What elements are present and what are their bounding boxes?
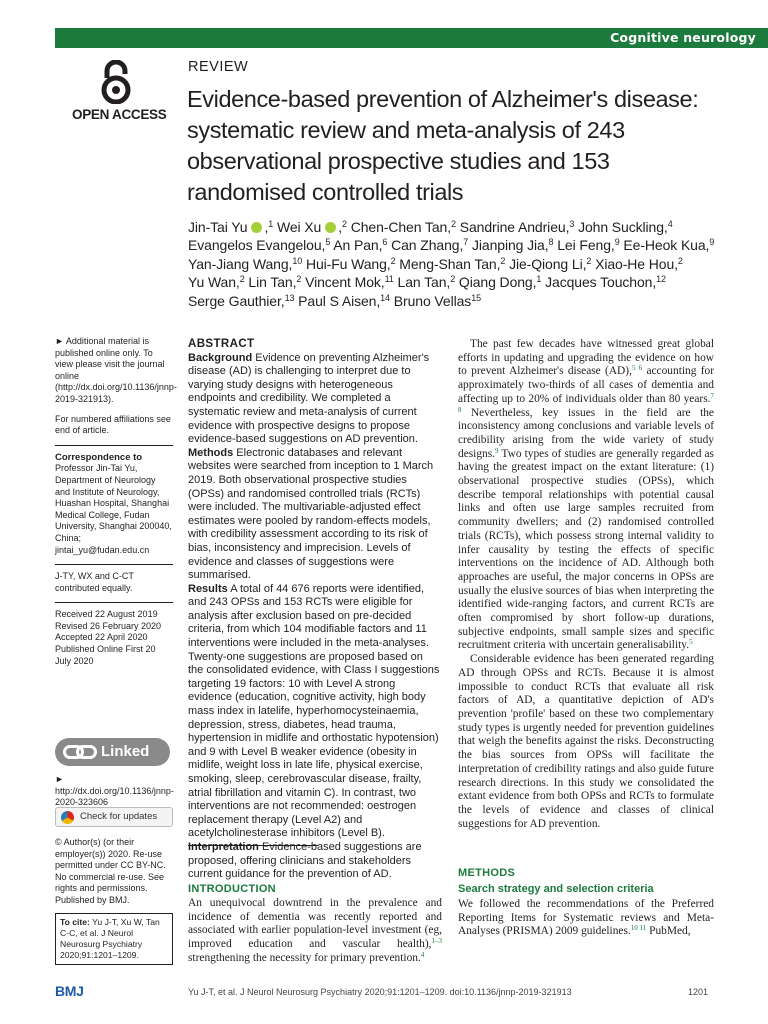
affiliation-ref: 1 <box>536 274 542 285</box>
check-for-updates-button[interactable] <box>55 807 173 827</box>
author-line <box>188 273 718 291</box>
affiliation-ref: 3 <box>569 219 575 229</box>
author-name[interactable]: Yan-Jiang Wang, <box>188 255 293 272</box>
body-text: strengthening the necessity for primary prevention. <box>188 951 421 964</box>
article-type: REVIEW <box>188 59 249 75</box>
affiliation-ref: 9 <box>614 237 620 248</box>
linked-badge[interactable] <box>55 738 170 766</box>
author-name[interactable]: Evangelos Evangelou, <box>188 237 326 254</box>
article-sidebar <box>55 336 177 667</box>
methods-heading: METHODS <box>458 867 516 879</box>
author-name[interactable]: Vincent Mok, <box>305 274 385 291</box>
body-text: The past few decades have witnessed great global efforts in updating and upgrading the evidence on how to prevent Alzheimer's disease (AD), <box>458 338 714 378</box>
author-line <box>188 255 718 273</box>
author-name[interactable]: Lan Tan, <box>397 274 451 291</box>
revised-date: Revised 26 February 2020 <box>55 620 162 631</box>
affiliation-ref: 5 <box>325 237 331 248</box>
body-text: accounting for approximately two-thirds of all cases of dementia and affecting up to 20% of individuals older than 80 years. <box>458 365 714 405</box>
linked-doi-link[interactable]: ► http://dx.doi.org/10.1136/jnnp-2020-323606 <box>55 774 174 808</box>
abstract-label: Background <box>188 351 253 364</box>
body-text: We followed the recommendations of the Preferred Reporting Items for Systematic reviews and Meta-Analyses (PRISMA) 2009 guidelines. <box>458 898 714 938</box>
author-name[interactable]: Jianping Jia, <box>471 237 549 254</box>
affiliations-note: For numbered affiliations see end of article. <box>55 413 171 436</box>
affiliation-ref: 9 <box>709 237 715 248</box>
correspondence-label: Correspondence to <box>55 451 143 463</box>
abstract-label: Interpretation <box>188 840 259 853</box>
affiliation-ref: 6 <box>382 237 388 248</box>
divider <box>55 445 173 446</box>
body-text: Two types of studies are generally regarded as having the greatest impact on the extant literature: (1) observational prospective studies (OPSs), which describe temporal relationships with potential causal links and often use large samples recruited from community dwellers; and (2) randomised controlled trials (RCTs), which possess strong internal validity to infer causality by testing the effects of specific interventions on the incidence of AD. Although both approaches are useful, the major concerns in OPSs are usually the elusive sources of bias when interpreting the identified wide-ranging factors, and current RCTs are often compromised by short follow-up durations, subjective endpoints, small sample sizes and specific recruitment criteria with uncertain generalisability. <box>458 447 714 652</box>
abstract <box>188 338 440 882</box>
affiliation-ref: 4 <box>667 219 673 229</box>
supplementary-note[interactable]: ► Additional material is published online only. To view please visit the journal online (http://dx.doi.org/10.1136/jnnp-2019-321913). <box>55 336 177 404</box>
search-strategy-heading: Search strategy and selection criteria <box>458 883 654 895</box>
author-name[interactable]: Lei Feng, <box>557 237 615 254</box>
abstract-heading: ABSTRACT <box>188 338 255 350</box>
affiliation-ref: 11 <box>384 274 394 285</box>
article-title: Evidence-based prevention of Alzheimer's disease: systematic review and meta-analysis of 243 observational prospective studies and 153 randomised controlled trials <box>187 86 699 205</box>
section-bar <box>55 28 768 48</box>
author-name[interactable]: Jacques Touchon, <box>545 274 657 291</box>
abstract-label: Methods <box>188 446 234 459</box>
orcid-icon[interactable] <box>325 222 336 233</box>
reference-link[interactable]: 4 <box>420 950 425 959</box>
author-name[interactable]: Jie-Qiong Li, <box>509 255 587 272</box>
affiliation-ref: 13 <box>284 292 295 303</box>
affiliation-ref: 2 <box>586 255 592 266</box>
author-name[interactable]: Lin Tan, <box>248 274 297 291</box>
author-name[interactable]: John Suckling, <box>578 219 668 235</box>
affiliation-ref: 2 <box>677 255 683 266</box>
abstract-interpretation <box>188 841 440 882</box>
author-name[interactable]: Qiang Dong, <box>458 274 537 291</box>
orcid-icon[interactable] <box>251 222 262 233</box>
author-name[interactable]: Meng-Shan Tan, <box>399 255 501 272</box>
abstract-divider <box>188 845 318 846</box>
author-name[interactable]: Hui-Fu Wang, <box>305 255 391 272</box>
section-label: Cognitive neurology <box>610 30 756 45</box>
author-name[interactable]: Serge Gauthier, <box>188 292 285 309</box>
affiliation-ref: 2 <box>296 274 302 285</box>
affiliation-ref: 2 <box>450 274 456 285</box>
cite-volume: 2020;91:1201–1209. <box>60 950 139 960</box>
affiliation-ref: 15 <box>471 292 481 303</box>
affiliation-ref: 8 <box>548 237 554 248</box>
open-access-logo <box>72 60 167 126</box>
affiliation-ref: 12 <box>656 274 666 285</box>
abstract-text: Evidence-based suggestions are proposed, offering clinicians and stakeholders current guidance for the prevention of AD. <box>188 840 422 881</box>
affiliation-ref: 7 <box>463 237 469 248</box>
author-name[interactable]: Jin-Tai Yu <box>188 219 248 235</box>
reference-link[interactable]: 5 6 <box>631 364 643 373</box>
received-date: Received 22 August 2019 <box>55 609 158 620</box>
body-text: Nevertheless, key issues in the field are the inconsistency among conclusions and variable levels of credibility arising from the wide variety of study designs. <box>458 406 714 460</box>
published-date: Published Online First 20 July 2020 <box>55 644 156 666</box>
introduction-paragraph <box>188 897 442 966</box>
author-name[interactable]: Sandrine Andrieu, <box>459 219 570 235</box>
cite-label: To cite: <box>60 917 90 927</box>
author-name[interactable]: Wei Xu <box>276 219 322 235</box>
footer-citation: Yu J-T, et al. J Neurol Neurosurg Psychiatry 2020;91:1201–1209. doi:10.1136/jnnp-2019-321913 <box>188 987 572 997</box>
abstract-background <box>188 352 440 447</box>
author-name[interactable]: Xiao-He Hou, <box>595 255 678 272</box>
copyright-notice: © Author(s) (or their employer(s)) 2020. Re-use permitted under CC BY-NC. No commercial re-use. See rights and permissions. Published by BMJ. <box>55 837 166 905</box>
affiliation-ref: 10 <box>292 255 303 266</box>
cite-box <box>55 913 173 965</box>
right-column-text <box>458 338 714 831</box>
abstract-text: Evidence on preventing Alzheimer's disease (AD) is challenging to interpret due to varying study designs with heterogeneous endpoints and credibility. We completed a systematic review and meta-analysis of current evidence with prospective designs to propose evidence-based suggestions on AD prevention. <box>188 351 430 446</box>
author-list <box>188 218 718 310</box>
reference-link[interactable]: 5 <box>689 638 693 647</box>
body-text: PubMed, <box>646 925 691 938</box>
affiliation-ref: 2 <box>239 274 245 285</box>
affiliation-ref: 2 <box>390 255 396 266</box>
reference-link[interactable]: 1–3 <box>431 937 442 946</box>
abstract-results <box>188 583 440 841</box>
author-name[interactable]: An Pan, <box>333 237 383 254</box>
divider <box>55 602 173 603</box>
page-number: 1201 <box>688 987 709 997</box>
affiliation-ref: 2 <box>451 219 456 229</box>
reference-link[interactable]: 7 8 <box>458 391 714 414</box>
author-name[interactable]: Ee-Heok Kua, <box>623 237 710 254</box>
bmj-logo: BMJ <box>55 983 84 999</box>
author-name[interactable]: Yu Wan, <box>188 274 240 291</box>
accepted-date: Accepted 22 April 2020 <box>55 632 148 643</box>
linked-label: Linked <box>101 743 150 760</box>
author-line: Jin-Tai Yu ,$^1$ Wei Xu ,$^2$ Chen-Chen Tan,$^2$ Sandrine Andrieu,$^3$ John Suckling,$^4$ <box>188 219 673 235</box>
affiliation-ref: 14 <box>380 292 390 303</box>
abstract-text: A total of 44 676 reports were identified, and 243 OPSs and 153 RCTs were eligible for analysis after exclusion based on pre-decided criteria, from which 104 modifiable factors and 11 interventions were included in the meta-analyses. Twenty-one suggestions are proposed based on the consolidated evidence, with Class I suggestions targeting 19 factors: 10 with Level A strong evidence (education, cognitive activity, high body mass index in latelife, hyperhomocysteinaemia, depression, stress, diabetes, head trauma, hypertension in midlife and orthostatic hypotension) and 9 with Level B weaker evidence (obesity in midlife, weight loss in late life, physical exercise, smoking, sleep, cerebrovascular disease, frailty, atrial fibrillation and vitamin C). In contrast, two interventions are not recommended: oestrogen replacement therapy (Level A2) and acetylcholinesterase inhibitors (Level B). <box>188 582 440 840</box>
abstract-methods <box>188 447 440 583</box>
author-name[interactable]: Chen-Chen Tan, <box>350 219 452 235</box>
abstract-text: Electronic databases and relevant websites were searched from inception to 1 March 2019. Both observational prospective studies (OPSs) and randomised controlled trials (RCTs) were included. The multivariable-adjusted effect estimates were pooled by random-effects models, with credibility assessment according to its risk of bias, inconsistency and imprecision. Levels of evidence and classes of suggestions were summarised. <box>188 446 434 582</box>
body-paragraph <box>458 338 714 653</box>
author-name[interactable]: Paul S Aisen, <box>298 292 381 309</box>
author-name[interactable]: Bruno Vellas <box>393 292 472 309</box>
affiliation-ref: 2 <box>500 255 506 266</box>
contribution-note: J-TY, WX and C-CT contributed equally. <box>55 571 134 593</box>
open-access-label: OPEN ACCESS <box>72 107 167 122</box>
abstract-label: Results <box>188 582 228 595</box>
affiliation-ref: 1 <box>268 219 274 229</box>
methods-paragraph <box>458 898 714 939</box>
introduction-heading: INTRODUCTION <box>188 883 276 895</box>
author-name[interactable]: Can Zhang, <box>391 237 464 254</box>
crossmark-icon <box>61 811 74 824</box>
affiliation-ref: 2 <box>342 219 347 229</box>
check-for-updates-label: Check for updates <box>80 811 158 822</box>
link-icon <box>63 745 97 759</box>
reference-link[interactable]: 10 11 <box>630 924 647 933</box>
reference-link[interactable]: 9 <box>495 446 499 455</box>
body-paragraph: Considerable evidence has been generated regarding AD through OPSs and RCTs. Because it is almost impossible to conduct RCTs that evaluate all risk factors of AD, a quantitative depiction of AD's prevention 'profile' based on these two complementary study types is urgently needed for prevention guidelines that weigh the benefits against the risks. Deconstructing the bias sources from OPSs will facilitate the interpretation of credibility ratings and also guide future research directions. In this study we consolidated the extant evidence from both OPSs and RCTs to formulate the levels of evidence and classes of clinical suggestions for AD prevention. <box>458 653 714 830</box>
author-line <box>188 292 718 310</box>
author-line <box>188 236 718 254</box>
divider <box>55 564 173 565</box>
cite-authors: Yu J-T, Xu W, Tan C-C, et al. J Neurol Neurosurg Psychiatry <box>60 917 160 949</box>
open-access-icon <box>98 60 134 104</box>
correspondence-address[interactable]: Professor Jin-Tai Yu, Department of Neurology and Institute of Neurology, Huashan Hospital, Shanghai Medical College, Fudan University, Shanghai 200040, China; jintai_yu@fudan.edu.cn <box>55 463 172 555</box>
body-text: An unequivocal downtrend in the prevalence and incidence of dementia was recently reported and associated with earlier population-level investment (eg, improved education and vascular health), <box>188 897 442 951</box>
